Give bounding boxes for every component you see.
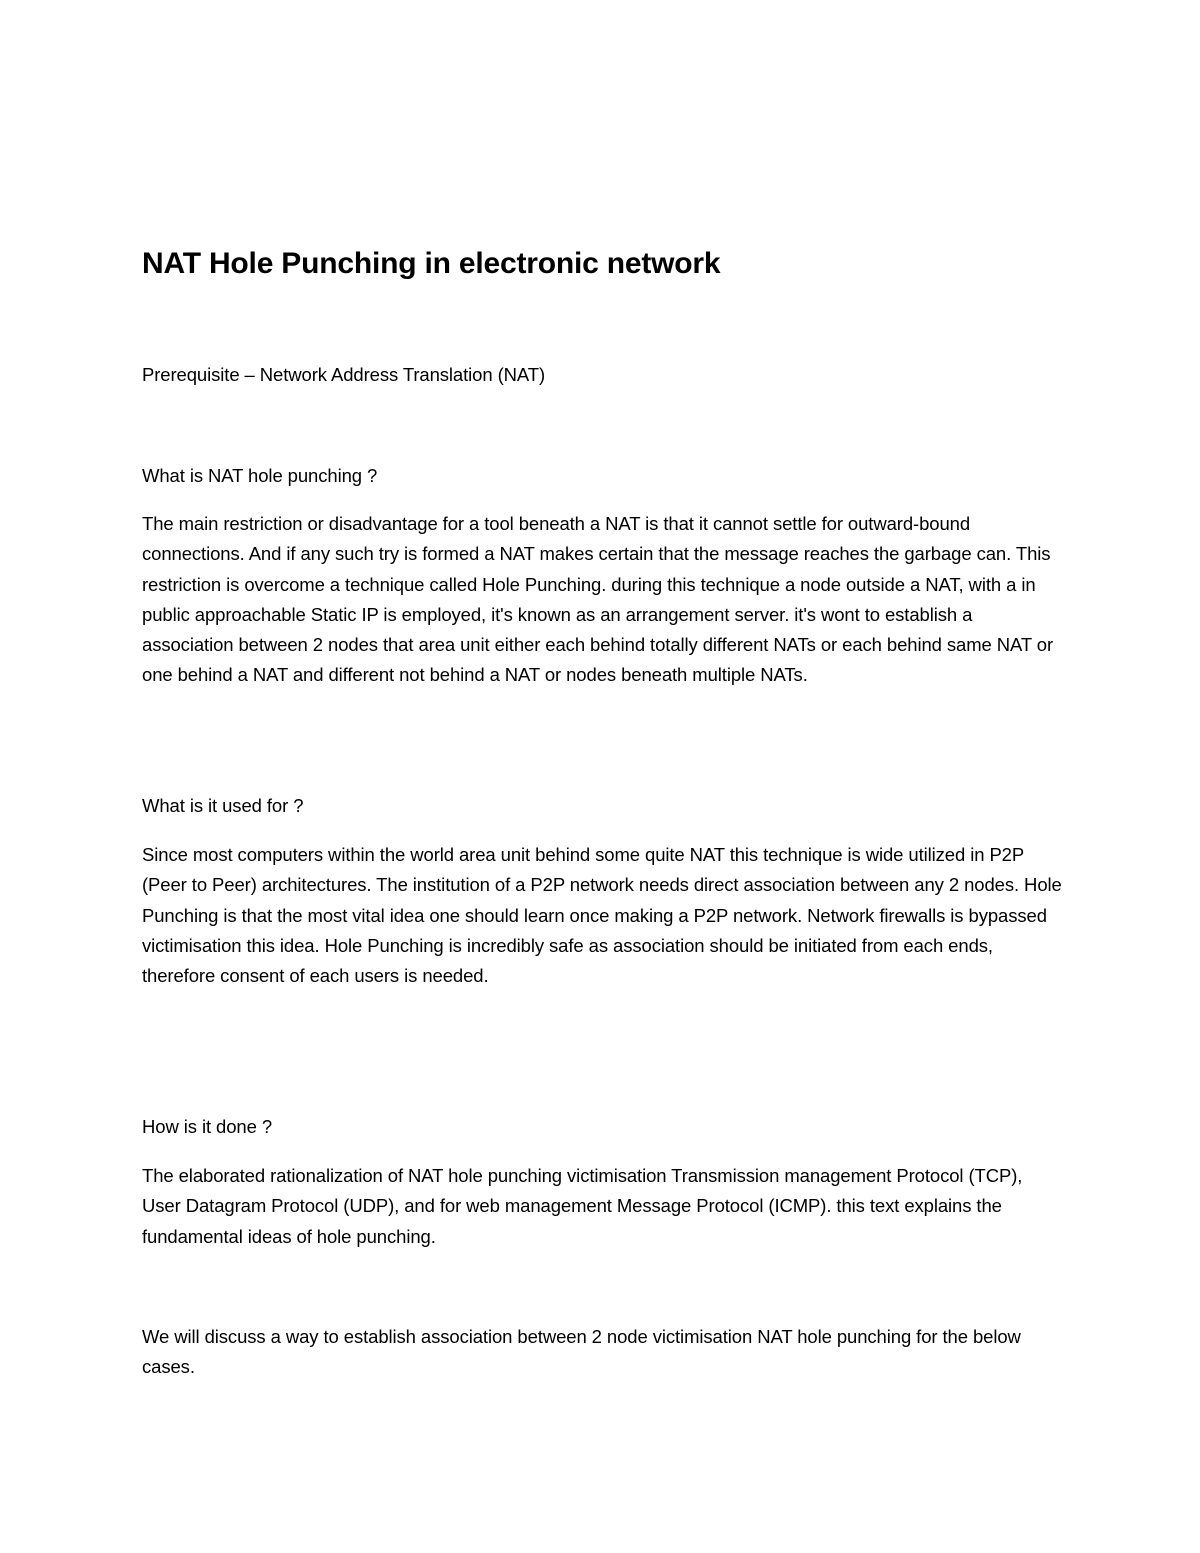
prerequisite-line: Prerequisite – Network Address Translation (NAT) <box>142 364 546 385</box>
closing-paragraph: We will discuss a way to establish association between 2 node victimisation NAT hole punching for the below cases. <box>142 1326 1021 1378</box>
section-body-how-done: The elaborated rationalization of NAT hole punching victimisation Transmission management Protocol (TCP), User Datagram Protocol (UDP), and for web management Message Protocol (ICMP). this text explains the fundamental ideas of hole punching. <box>142 1165 1023 1247</box>
section-heading-used-for: What is it used for ? <box>142 795 304 816</box>
section-body-used-for: Since most computers within the world area unit behind some quite NAT this technique is wide utilized in P2P (Peer to Peer) architectures. The institution of a P2P network needs direct association between any 2 nodes. Hole Punching is that the most vital idea one should learn once making a P2P network. Network firewalls is bypassed victimisation this idea. Hole Punching is incredibly safe as association should be initiated from each ends, therefore consent of each users is needed. <box>142 844 1062 987</box>
document-title: NAT Hole Punching in electronic network <box>142 247 721 280</box>
section-heading-how-done: How is it done ? <box>142 1116 273 1137</box>
section-heading-what-is: What is NAT hole punching ? <box>142 465 378 486</box>
section-body-what-is: The main restriction or disadvantage for a tool beneath a NAT is that it cannot settle for outward-bound connections. And if any such try is formed a NAT makes certain that the message reaches the garbage can. This restriction is overcome a technique called Hole Punching. during this technique a node outside a NAT, with a in public approachable Static IP is employed, it's known as an arrangement server. it's wont to establish a association between 2 nodes that area unit either each behind totally different NATs or each behind same NAT or one behind a NAT and different not behind a NAT or nodes beneath multiple NATs. <box>142 513 1054 686</box>
